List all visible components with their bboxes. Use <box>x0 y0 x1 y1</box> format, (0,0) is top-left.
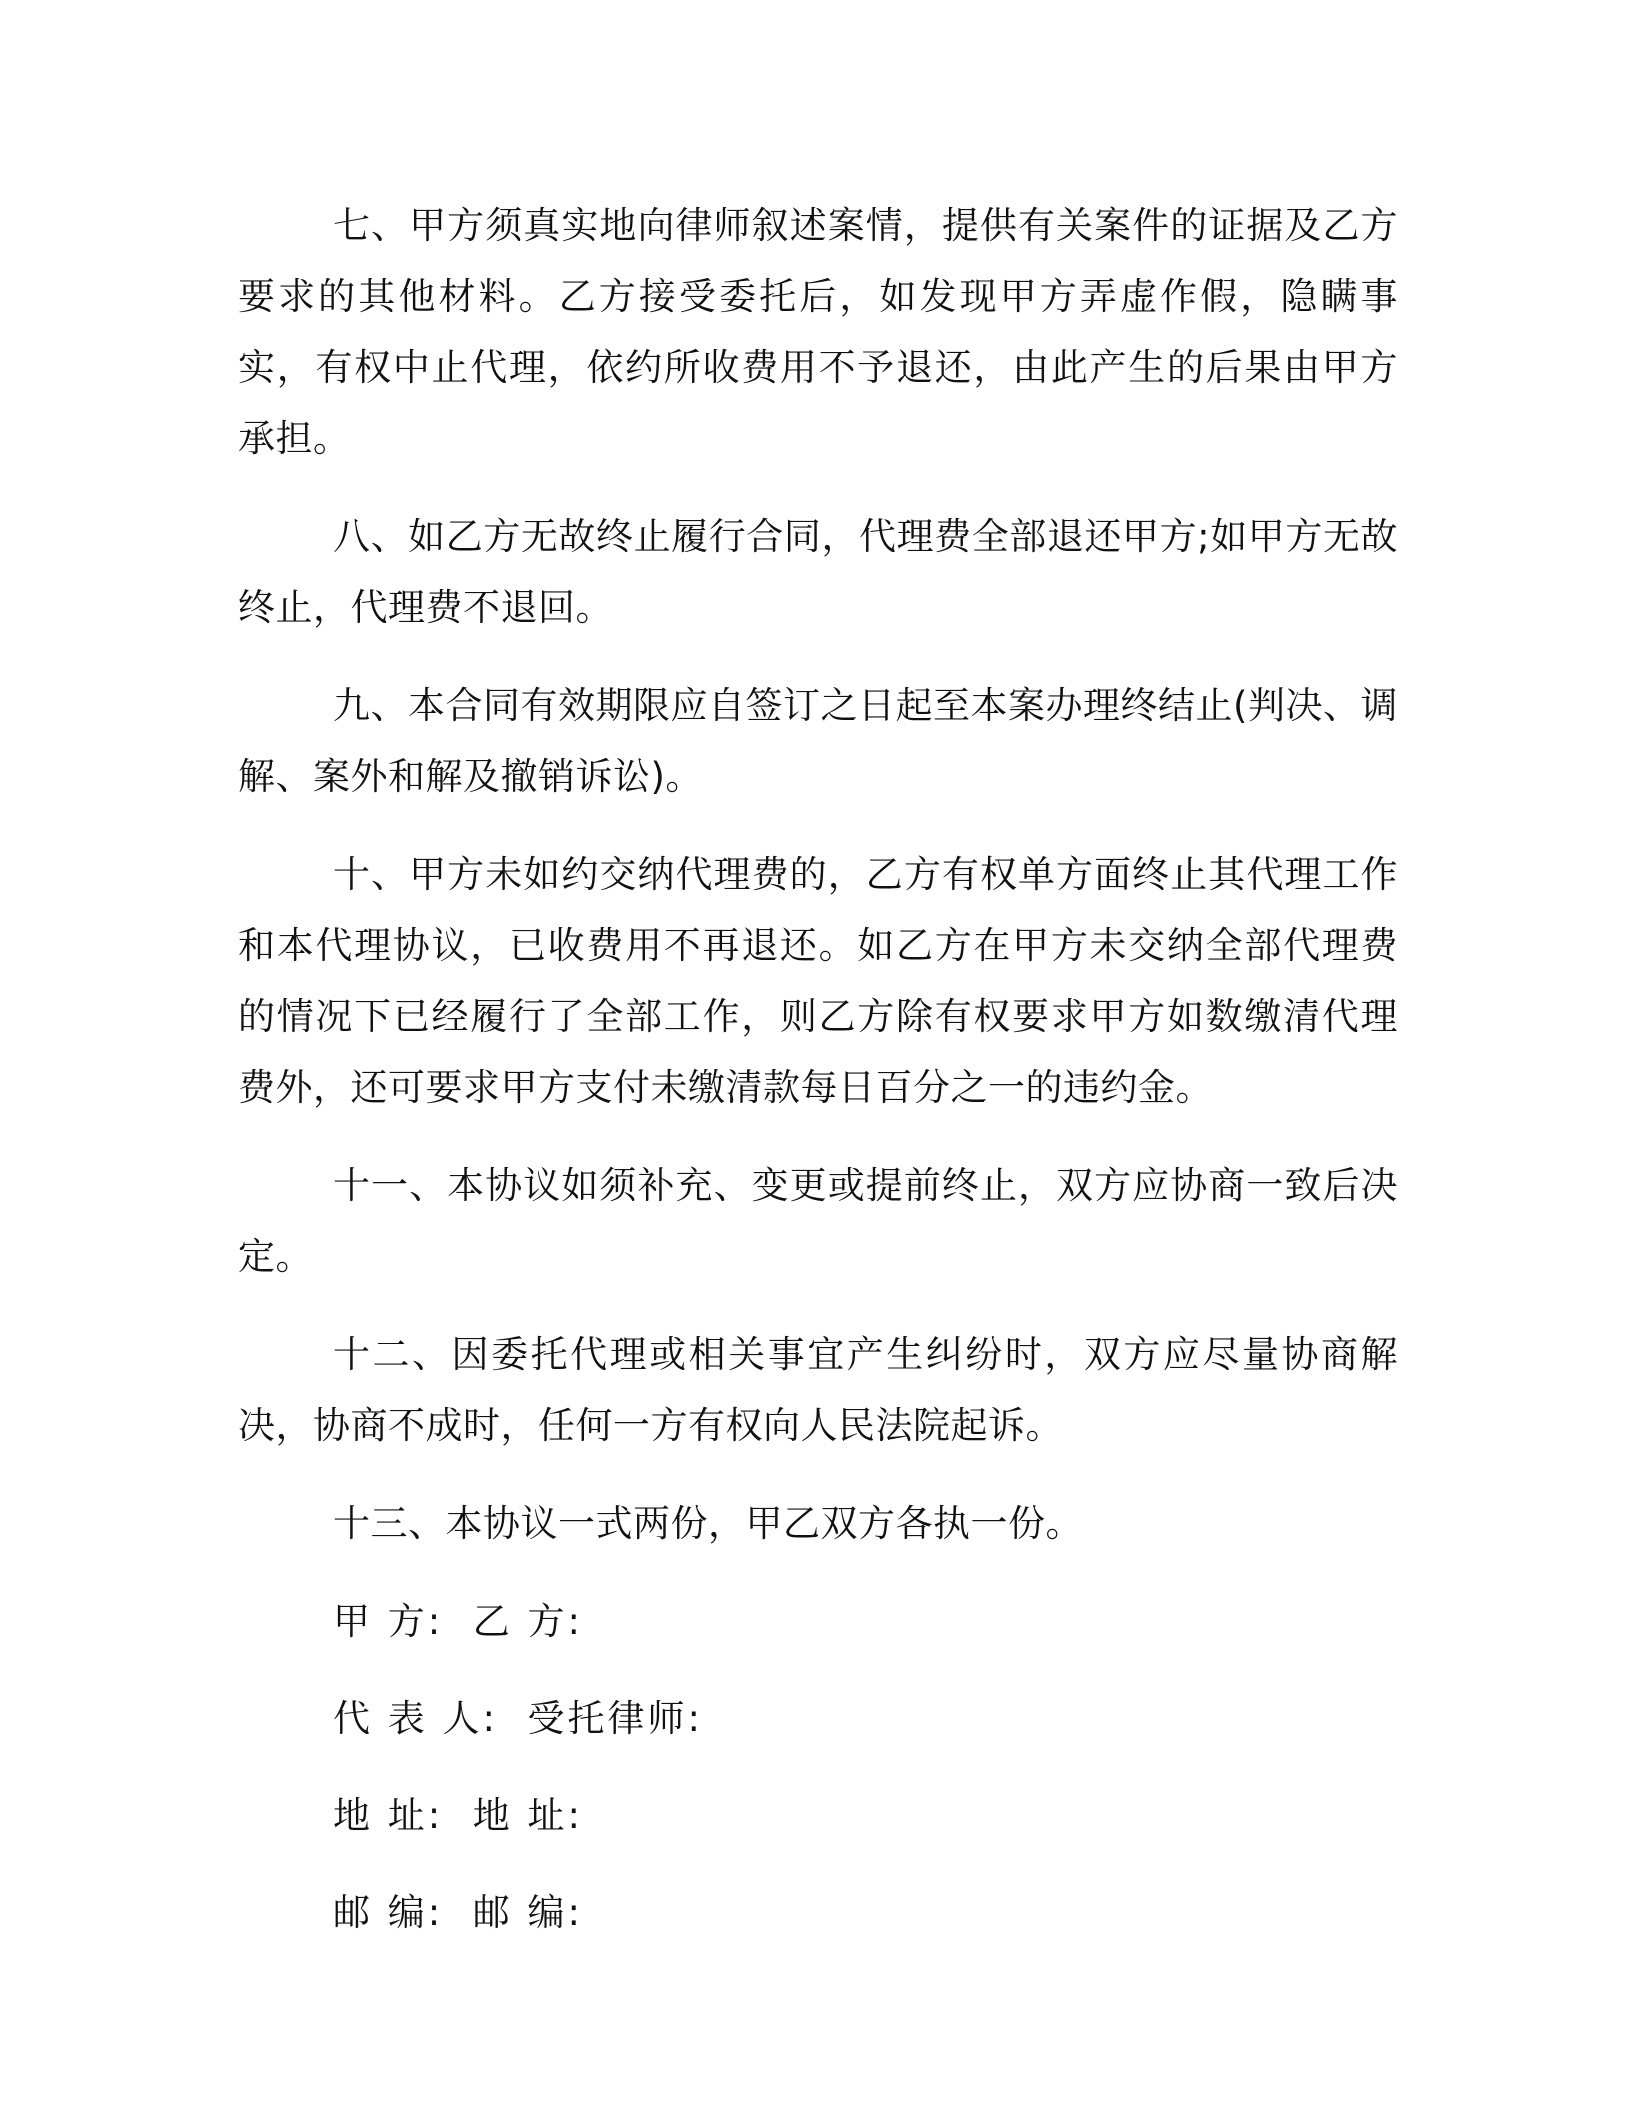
signature-representative-line: 代 表 人: 受托律师: <box>333 1697 703 1740</box>
clause-7: 七、甲方须真实地向律师叙述案情，提供有关案件的证据及乙方要求的其他材料。乙方接受委托后，如发现甲方弄虚作假，隐瞒事实，有权中止代理，依约所收费用不予退还，由此产生的后果由甲方承担。 <box>238 204 1398 460</box>
clause-10: 十、甲方未如约交纳代理费的，乙方有权单方面终止其代理工作和本代理协议，已收费用不再退还。如乙方在甲方未交纳全部代理费的情况下已经履行了全部工作，则乙方除有权要求甲方如数缴清代理费外，还可要求甲方支付未缴清款每日百分之一的违约金。 <box>238 853 1398 1109</box>
clause-12: 十二、因委托代理或相关事宜产生纠纷时，双方应尽量协商解决，协商不成时，任何一方有权向人民法院起诉。 <box>238 1333 1398 1447</box>
signature-address-line: 地 址: 地 址: <box>333 1794 583 1837</box>
signature-postcode-line: 邮 编: 邮 编: <box>333 1891 583 1934</box>
clause-8: 八、如乙方无故终止履行合同，代理费全部退还甲方;如甲方无故终止，代理费不退回。 <box>238 515 1398 629</box>
clause-11: 十一、本协议如须补充、变更或提前终止，双方应协商一致后决定。 <box>238 1164 1398 1278</box>
document-page <box>238 190 1398 1974</box>
signature-party-line: 甲 方: 乙 方: <box>333 1600 583 1643</box>
clause-9: 九、本合同有效期限应自签订之日起至本案办理终结止(判决、调解、案外和解及撤销诉讼)。 <box>238 684 1398 798</box>
clause-13: 十三、本协议一式两份，甲乙双方各执一份。 <box>333 1502 1083 1545</box>
